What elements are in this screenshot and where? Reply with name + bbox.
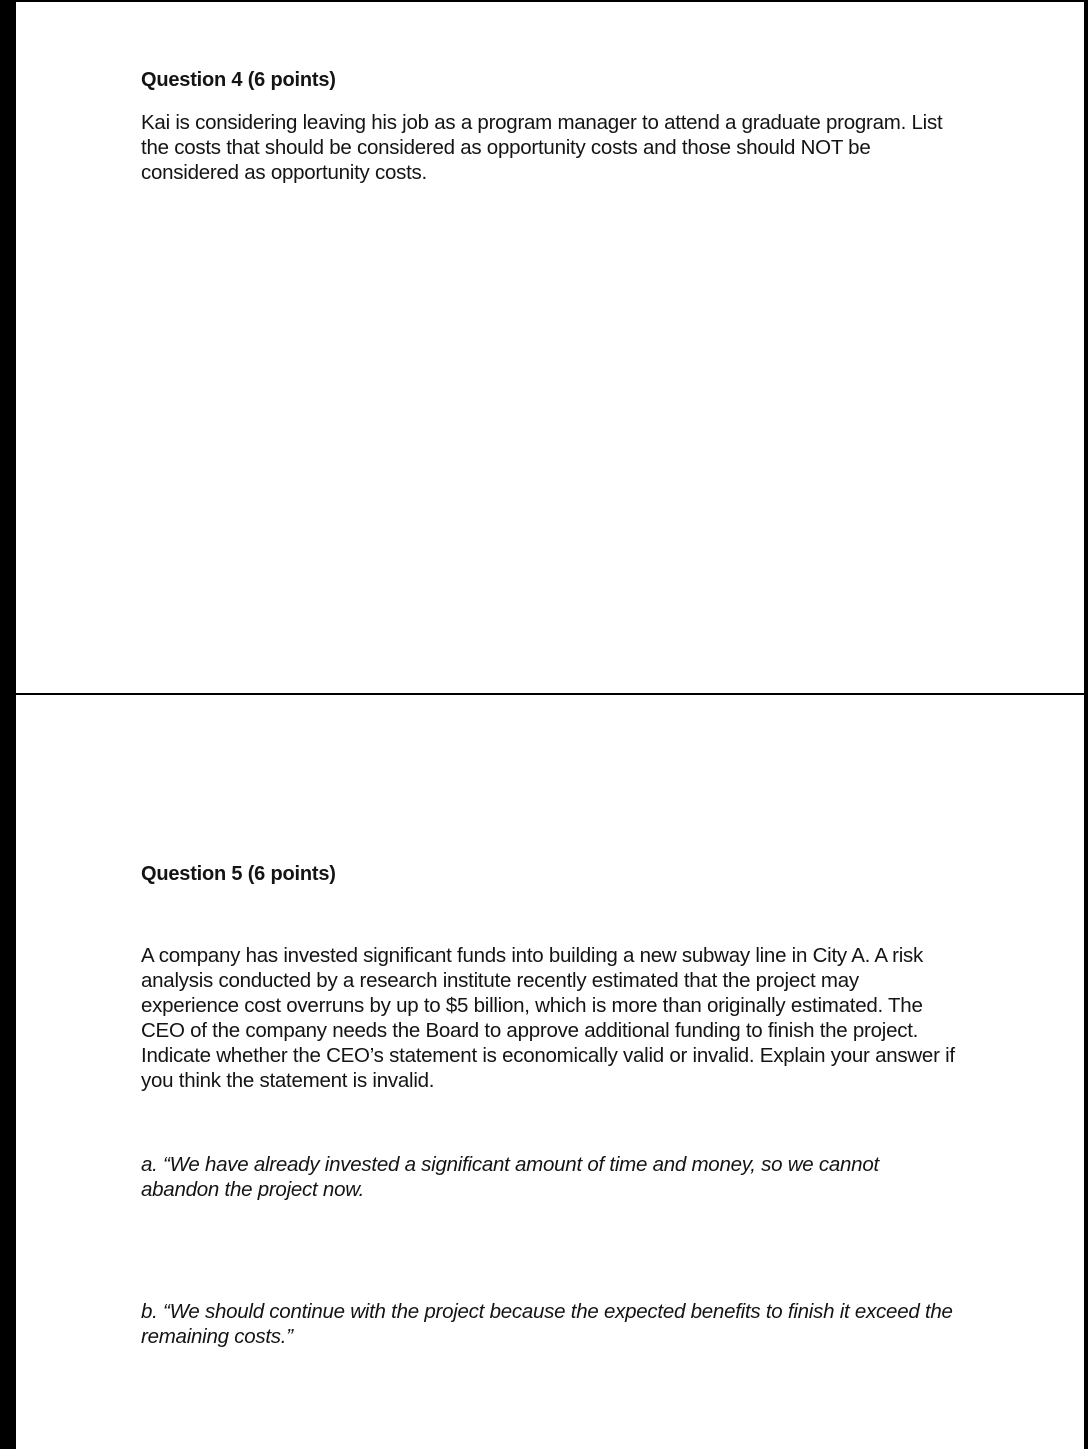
question-4-title: Question 4 (6 points) [141, 69, 336, 91]
statement-a: a. “We have already invested a significant amount of time and money, so we cannot abandon the project now. [141, 1153, 879, 1201]
document-page-1 [16, 2, 1084, 693]
question-5-text: A company has invested significant funds into building a new subway line in City A. A risk analysis conducted by a research institute recently estimated that the project may experience cost overruns by up to $5 billion, which is more than originally estimated. The CEO of the company needs the Board to approve additional funding to finish the project. Indicate whether the CEO’s statement is economically valid or invalid. Explain your answer if you think the statement is invalid. [141, 944, 955, 1092]
question-4-text: Kai is considering leaving his job as a program manager to attend a graduate program. List the costs that should be considered as opportunity costs and those should NOT be considered as opportunity costs. [141, 111, 943, 184]
question-5-title: Question 5 (6 points) [141, 863, 336, 885]
statement-b: b. “We should continue with the project because the expected benefits to finish it exceed the remaining costs.” [141, 1300, 953, 1348]
document-page-2 [16, 695, 1084, 1449]
